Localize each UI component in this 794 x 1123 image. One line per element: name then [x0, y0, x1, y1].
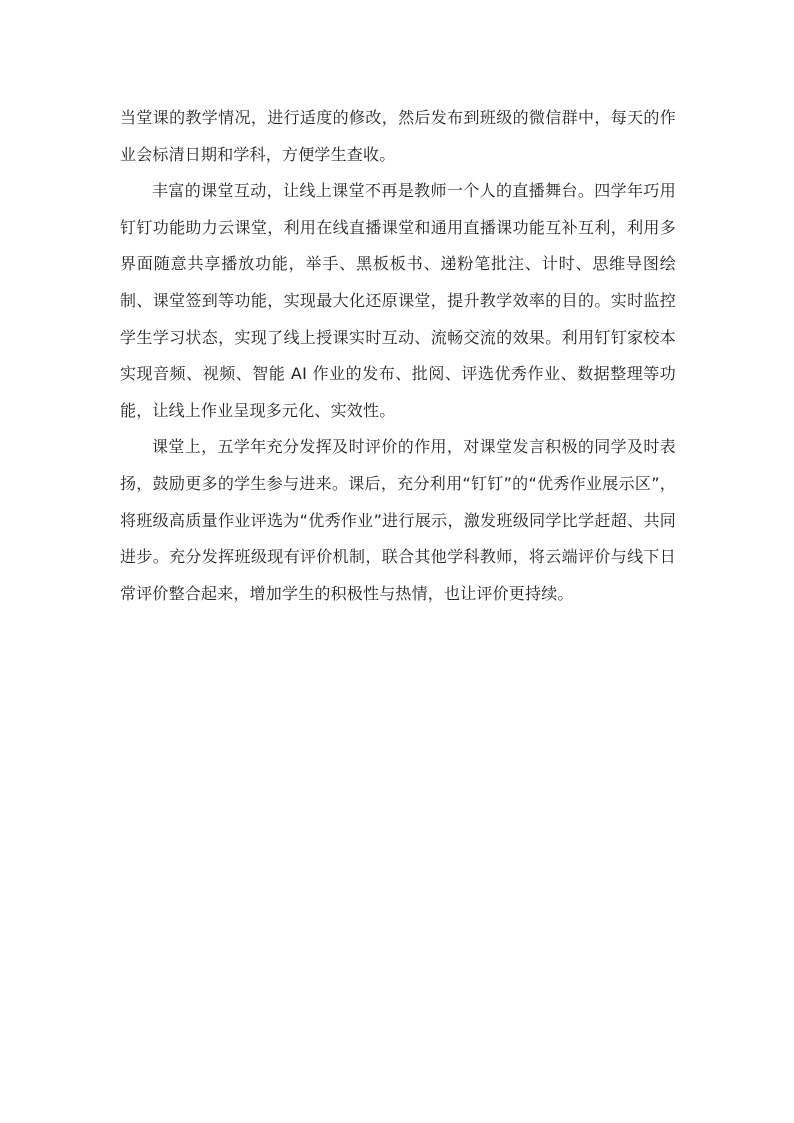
- paragraph-1: 当堂课的教学情况，进行适度的修改，然后发布到班级的微信群中，每天的作业会标清日期和学科，方便学生查收。: [120, 108, 676, 164]
- paragraph-3: 课堂上，五学年充分发挥及时评价的作用，对课堂发言积极的同学及时表扬，鼓励更多的学生参与进来。课后，充分利用“钉钉”的“优秀作业展示区”，将班级高质量作业评选为“优秀作业”进行展示，激发班级同学比学赶超、共同进步。充分发挥班级现有评价机制，联合其他学科教师，将云端评价与线下日常评价整合起来，增加学生的积极性与热情，也让评价更持续。: [120, 437, 676, 603]
- paragraph-2: 丰富的课堂互动，让线上课堂不再是教师一个人的直播舞台。四学年巧用钉钉功能助力云课堂，利用在线直播课堂和通用直播课功能互补互利，利用多界面随意共享播放功能，举手、黑板板书、递粉笔批注、计时、思维导图绘制、课堂签到等功能，实现最大化还原课堂，提升教学效率的目的。实时监控学生学习状态，实现了线上授课实时互动、流畅交流的效果。利用钉钉家校本实现音频、视频、智能 AI 作业的发布、批阅、评选优秀作业、数据整理等功能，让线上作业呈现多元化、实效性。: [120, 181, 676, 420]
- document-body: [120, 100, 676, 612]
